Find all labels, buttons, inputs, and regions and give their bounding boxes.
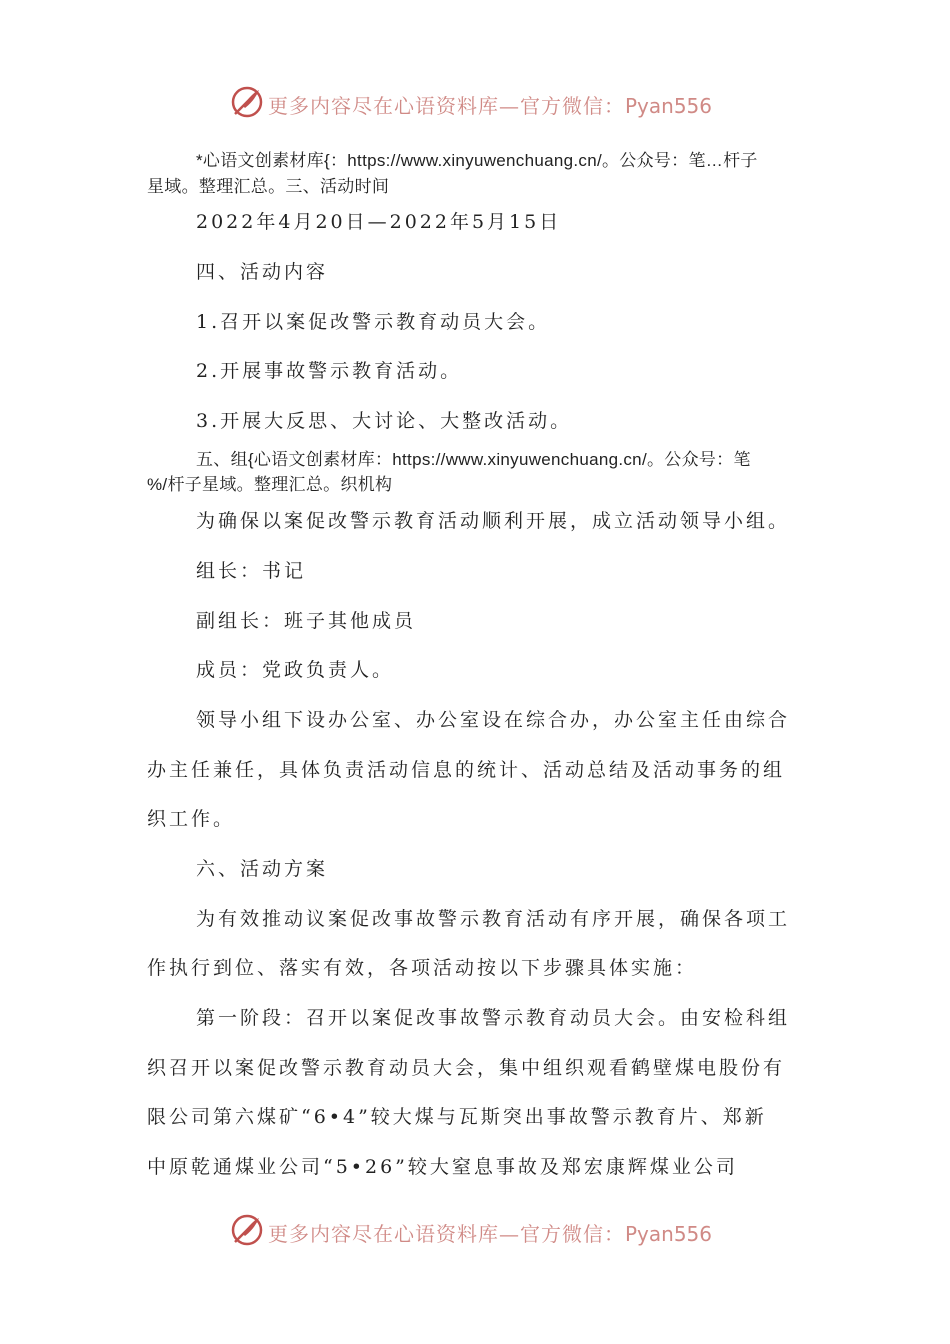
body-line: 为确保以案促改警示教育活动顺利开展，成立活动领导小组。 bbox=[196, 510, 791, 532]
body-line: 成员：党政负责人。 bbox=[196, 659, 395, 681]
body-line: 五、组{心语文创素材库：https://www.xinyuwenchuang.cn/。公众号：笔 bbox=[196, 450, 751, 469]
wechat-id: Pyan556 bbox=[625, 94, 713, 118]
quill-logo-icon bbox=[229, 84, 265, 120]
body-line: 限公司第六煤矿“6•4”较大煤与瓦斯突出事故警示教育片、郑新 bbox=[147, 1106, 767, 1128]
list-item: 2.开展事故警示教育活动。 bbox=[196, 360, 463, 382]
body-line: 办主任兼任，具体负责活动信息的统计、活动总结及活动事务的组 bbox=[147, 759, 786, 781]
list-item: 1.召开以案促改警示教育动员大会。 bbox=[196, 311, 551, 333]
body-line: 星域。整理汇总。三、活动时间 bbox=[147, 177, 390, 196]
watermark-text: 更多内容尽在心语资料库—官方微信：Pyan556 bbox=[268, 1222, 713, 1246]
body-line: 为有效推动议案促改事故警示教育活动有序开展，确保各项工 bbox=[196, 908, 791, 930]
body-line: 领导小组下设办公室、办公室设在综合办，办公室主任由综合 bbox=[196, 709, 791, 731]
watermark-text: 更多内容尽在心语资料库—官方微信：Pyan556 bbox=[268, 94, 713, 118]
body-line: 组长：书记 bbox=[196, 560, 307, 582]
body-line: 副组长：班子其他成员 bbox=[196, 610, 417, 632]
body-line: 2022年4月20日—2022年5月15日 bbox=[196, 211, 562, 233]
section-heading: 四、活动内容 bbox=[196, 261, 329, 283]
body-line: 中原乾通煤业公司“5•26”较大窒息事故及郑宏康辉煤业公司 bbox=[147, 1156, 738, 1178]
quill-logo-icon bbox=[229, 1212, 265, 1248]
section-heading: 六、活动方案 bbox=[196, 858, 329, 880]
body-line: %/杆子星域。整理汇总。织机构 bbox=[147, 475, 393, 494]
watermark-footer bbox=[0, 1210, 950, 1254]
watermark-header bbox=[0, 82, 950, 126]
body-line: *心语文创素材库{：https://www.xinyuwenchuang.cn/。公众号：笔…杆子 bbox=[196, 151, 758, 170]
list-item: 3.开展大反思、大讨论、大整改活动。 bbox=[196, 410, 573, 432]
wechat-id: Pyan556 bbox=[625, 1222, 713, 1246]
body-line: 织工作。 bbox=[147, 808, 236, 830]
body-line: 织召开以案促改警示教育动员大会，集中组织观看鹤壁煤电股份有 bbox=[147, 1057, 786, 1079]
body-line: 作执行到位、落实有效，各项活动按以下步骤具体实施： bbox=[147, 957, 698, 979]
body-line: 第一阶段：召开以案促改事故警示教育动员大会。由安检科组 bbox=[196, 1007, 791, 1029]
